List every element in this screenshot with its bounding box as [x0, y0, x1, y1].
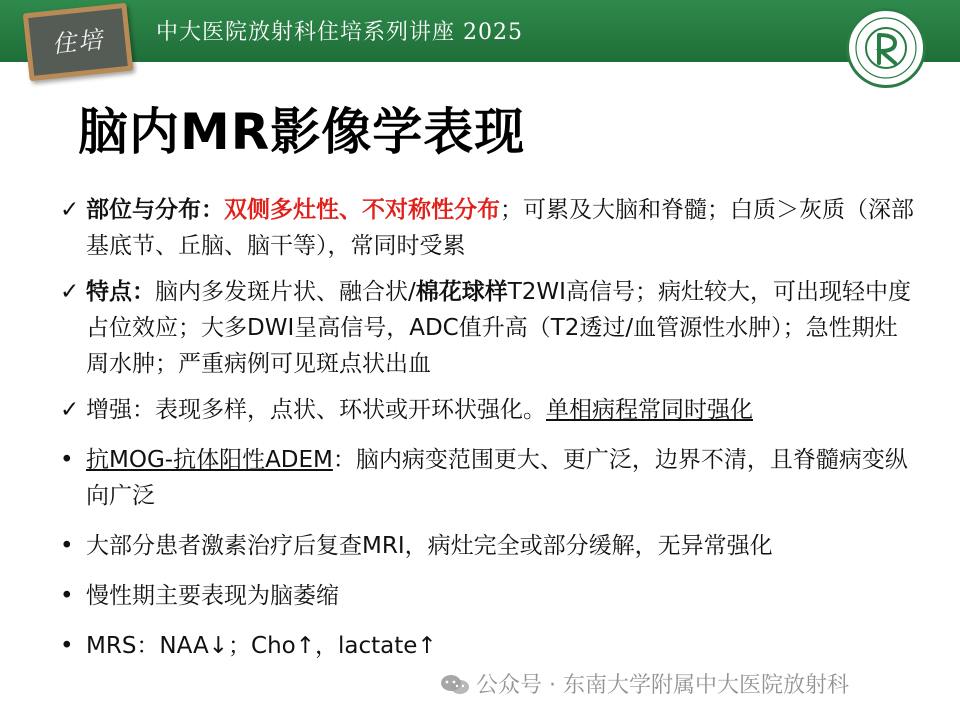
bullet-icon: • — [60, 583, 74, 609]
check-icon: ✓ — [60, 397, 80, 423]
list-item — [60, 192, 920, 264]
watermark — [440, 668, 849, 698]
item-text: 增强：表现多样，点状、环状或开环状强化。 — [86, 397, 546, 423]
badge-text: 住培 — [50, 25, 106, 59]
slide-title: 脑内MR影像学表现 — [78, 103, 526, 161]
header-bar — [0, 0, 960, 62]
chalkboard-badge — [23, 3, 134, 81]
wechat-icon — [440, 673, 470, 697]
bullet-list — [60, 192, 920, 664]
bullet-icon: • — [60, 533, 74, 559]
logo-emblem — [849, 11, 923, 85]
watermark-text: 公众号 · 东南大学附属中大医院放射科 — [476, 673, 849, 698]
item-text-pre: 脑内多发斑片状、融合状/ — [155, 279, 416, 305]
item-label: 特点： — [86, 279, 155, 305]
underlined-text: 单相病程常同时强化 — [546, 397, 753, 423]
list-item — [60, 442, 920, 514]
emphasis-text: 棉花球样 — [415, 279, 508, 305]
list-item — [60, 628, 920, 664]
underlined-text: 抗MOG-抗体阳性ADEM — [86, 447, 333, 473]
list-item — [60, 578, 920, 614]
bullet-icon: • — [60, 633, 74, 659]
item-text: MRS：NAA↓；Cho↑，lactate↑ — [86, 633, 437, 659]
list-item — [60, 274, 920, 382]
check-icon: ✓ — [60, 279, 80, 305]
item-text: 大部分患者激素治疗后复查MRI，病灶完全或部分缓解，无异常强化 — [86, 533, 773, 559]
item-label: 部位与分布： — [86, 197, 224, 223]
check-icon: ✓ — [60, 197, 80, 223]
list-item — [60, 528, 920, 564]
hospital-logo — [846, 8, 926, 88]
bullet-icon: • — [60, 447, 74, 473]
series-title: 中大医院放射科住培系列讲座 2025 — [156, 20, 523, 45]
item-text: 慢性期主要表现为脑萎缩 — [86, 583, 339, 609]
item-text: T2WI高信号；病灶较大，可出现轻中度占位效应；大多DWI呈高信号，ADC值升高（T2透过/血管源性水肿）；急性期灶周水肿；严重病例可见斑点状出血 — [86, 279, 911, 377]
item-text: ；可累及大脑和脊髓；白质＞灰质（深部基底节、丘脑、脑干等），常同时受累 — [86, 197, 914, 259]
item-text: ：脑内病变范围更大、更广泛，边界不清，且脊髓病变纵向广泛 — [86, 447, 908, 509]
list-item — [60, 392, 920, 428]
highlight-text: 双侧多灶性、不对称性分布 — [224, 197, 500, 223]
